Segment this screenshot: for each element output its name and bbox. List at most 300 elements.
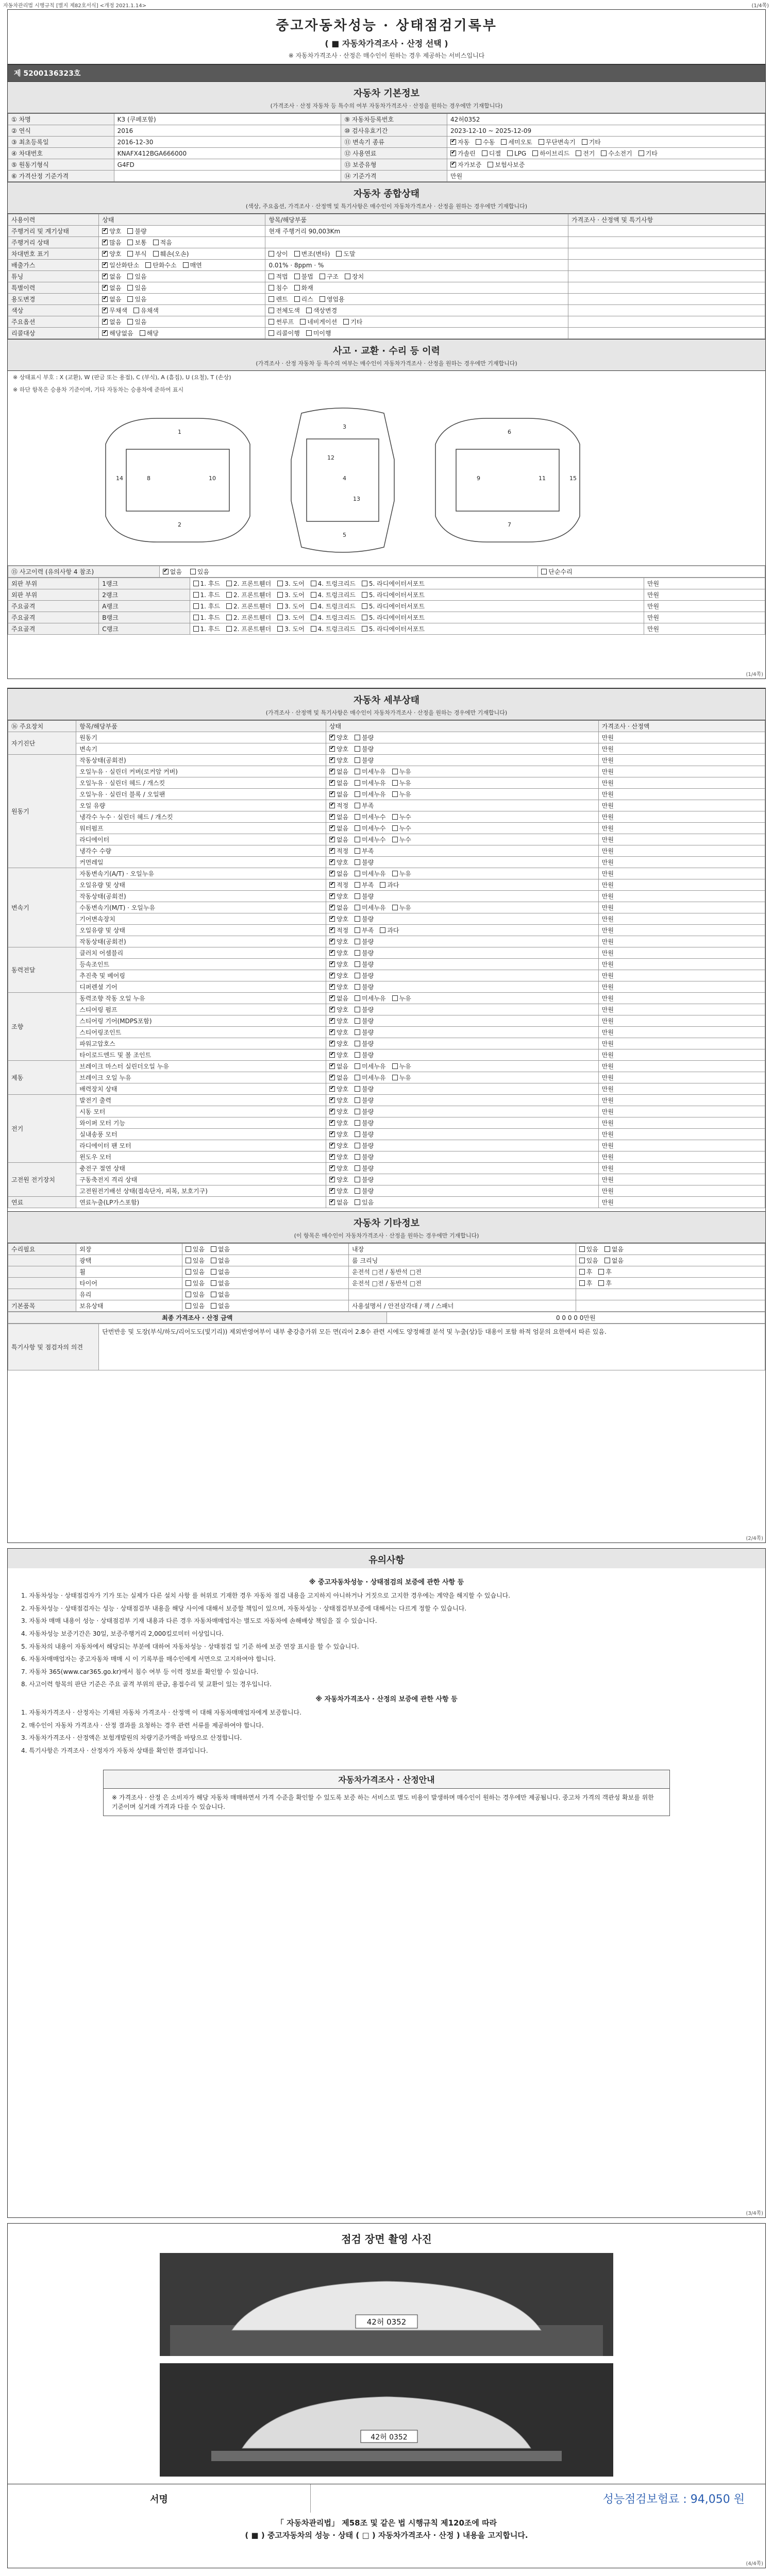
option-checkbox[interactable]: [329, 871, 335, 876]
page-3: [7, 1548, 766, 2218]
detail-group: 고전원 전기장치: [8, 1163, 76, 1197]
option-checkbox[interactable]: [329, 995, 335, 1001]
option-checkbox[interactable]: [268, 319, 274, 325]
option-checkbox[interactable]: [355, 939, 360, 944]
option-checkbox[interactable]: [355, 803, 360, 808]
option-checkbox[interactable]: [268, 296, 274, 302]
option-checkbox[interactable]: [476, 139, 481, 145]
option-checkbox[interactable]: [392, 780, 398, 786]
option-checkbox[interactable]: [320, 274, 325, 279]
option-checkbox[interactable]: [355, 769, 360, 774]
summary-price: [568, 328, 765, 339]
option-checkbox[interactable]: [329, 803, 335, 808]
page-2: [7, 688, 766, 1543]
option-checkbox[interactable]: [329, 1075, 335, 1080]
option-checkbox[interactable]: [294, 296, 300, 302]
option-checkbox[interactable]: [311, 626, 316, 632]
final-statement: [8, 2513, 765, 2546]
option-checkbox[interactable]: [311, 615, 316, 620]
option-checkbox[interactable]: [329, 1052, 335, 1058]
option-checkbox[interactable]: [355, 757, 360, 763]
option-checkbox[interactable]: [336, 251, 342, 257]
option-checkbox[interactable]: [362, 581, 367, 586]
option-checkbox[interactable]: [329, 1063, 335, 1069]
option-checkbox[interactable]: [268, 308, 274, 313]
option-checkbox[interactable]: [355, 973, 360, 978]
detail-state: [326, 1072, 598, 1083]
option-checkbox[interactable]: [329, 825, 335, 831]
option-checkbox[interactable]: [186, 1280, 191, 1286]
notice-item: 4. 특기사항은 가격조사 · 산정자가 자동차 상태를 확인한 결과입니다.: [21, 1747, 208, 1754]
option-checkbox[interactable]: [311, 581, 316, 586]
option-checkbox[interactable]: [355, 1199, 360, 1205]
option-checkbox[interactable]: [268, 274, 274, 279]
basic-field-value: K3 (쿠페포함): [114, 114, 341, 125]
detail-row: [8, 857, 765, 868]
option-checkbox[interactable]: [268, 330, 274, 336]
option-checkbox[interactable]: [355, 791, 360, 797]
option-checkbox[interactable]: [604, 1258, 610, 1263]
option-checkbox[interactable]: [355, 1052, 360, 1058]
option-checkbox[interactable]: [329, 893, 335, 899]
option-checkbox[interactable]: [355, 905, 360, 910]
grade-group: 주요골격: [8, 601, 99, 612]
option-checkbox[interactable]: [343, 319, 349, 325]
option-checkbox[interactable]: [355, 995, 360, 1001]
option-label: 양호: [336, 745, 349, 753]
option-checkbox[interactable]: [277, 615, 283, 620]
option-checkbox[interactable]: [392, 871, 398, 876]
option-checkbox[interactable]: [329, 961, 335, 967]
option-checkbox[interactable]: [306, 330, 312, 336]
option-checkbox[interactable]: [193, 626, 199, 632]
option-checkbox[interactable]: [579, 1246, 585, 1252]
option-checkbox[interactable]: [211, 1258, 216, 1263]
option-label: 불량: [362, 1120, 374, 1127]
option-checkbox[interactable]: [604, 1246, 610, 1252]
detail-item: 스티어링 펌프: [76, 1004, 326, 1015]
option-checkbox[interactable]: [211, 1303, 216, 1309]
other-state-2: [576, 1289, 765, 1300]
detail-price: 만원: [598, 1038, 765, 1049]
notice-item: 6. 자동차매매업자는 중고자동차 매매 시 이 기록부를 매수인에게 서면으로 고지하여야 합니다.: [21, 1655, 276, 1663]
option-checkbox[interactable]: [329, 757, 335, 763]
option-checkbox[interactable]: [539, 139, 544, 145]
detail-row: [8, 1140, 765, 1151]
option-checkbox[interactable]: [211, 1280, 216, 1286]
option-checkbox[interactable]: [380, 927, 385, 933]
option-checkbox[interactable]: [140, 330, 145, 336]
basic-field-label: ③ 최초등록일: [8, 137, 114, 148]
option-label: 5. 라디에이터서포트: [368, 591, 425, 599]
simple-repair-checkbox[interactable]: [541, 569, 547, 574]
option-checkbox[interactable]: [392, 837, 398, 842]
option-checkbox[interactable]: [579, 1269, 585, 1275]
summary-price: [568, 248, 765, 260]
summary-row: [8, 260, 765, 271]
option-label: 불량: [362, 1097, 374, 1104]
option-checkbox[interactable]: [102, 308, 108, 313]
option-checkbox[interactable]: [268, 251, 274, 257]
option-checkbox[interactable]: [329, 1007, 335, 1012]
option-checkbox[interactable]: [329, 1177, 335, 1182]
option-checkbox[interactable]: [345, 274, 350, 279]
option-checkbox[interactable]: [127, 228, 133, 234]
option-checkbox[interactable]: [311, 603, 316, 609]
option-label: 없음: [336, 814, 349, 821]
option-checkbox[interactable]: [294, 285, 300, 291]
option-checkbox[interactable]: [329, 1086, 335, 1092]
summary-label: 주행거리 및 계기상태: [8, 226, 99, 237]
option-checkbox[interactable]: [102, 285, 108, 291]
option-label: 무채색: [109, 307, 128, 314]
option-label: 있음: [192, 1246, 205, 1253]
option-checkbox[interactable]: [392, 995, 398, 1001]
option-checkbox[interactable]: [532, 150, 538, 156]
accident-none-checkbox[interactable]: [163, 569, 169, 574]
option-checkbox[interactable]: [355, 1007, 360, 1012]
detail-row: [8, 1015, 765, 1027]
option-checkbox[interactable]: [329, 780, 335, 786]
option-checkbox[interactable]: [329, 837, 335, 842]
option-label: 누유: [399, 779, 411, 787]
option-checkbox[interactable]: [329, 882, 335, 888]
option-label: 없음: [218, 1280, 230, 1287]
option-checkbox[interactable]: [355, 1177, 360, 1182]
option-checkbox[interactable]: [329, 939, 335, 944]
option-checkbox[interactable]: [450, 150, 456, 156]
option-checkbox[interactable]: [329, 1029, 335, 1035]
option-checkbox[interactable]: [306, 308, 312, 313]
option-checkbox[interactable]: [355, 950, 360, 956]
option-checkbox[interactable]: [355, 1018, 360, 1024]
option-checkbox[interactable]: [355, 1086, 360, 1092]
option-checkbox[interactable]: [355, 871, 360, 876]
option-checkbox[interactable]: [211, 1269, 216, 1275]
detail-price: 만원: [598, 1004, 765, 1015]
option-checkbox[interactable]: [482, 150, 488, 156]
page-number-4: (4/4쪽): [746, 2561, 763, 2567]
option-checkbox[interactable]: [355, 1041, 360, 1046]
grade-parts: [190, 578, 644, 589]
option-checkbox[interactable]: [579, 1258, 585, 1263]
option-checkbox[interactable]: [329, 916, 335, 922]
option-checkbox[interactable]: [392, 905, 398, 910]
detail-item: 오일유량 및 상태: [76, 925, 326, 936]
option-checkbox[interactable]: [329, 1109, 335, 1114]
option-checkbox[interactable]: [329, 859, 335, 865]
option-checkbox[interactable]: [355, 848, 360, 854]
other-state-2: [576, 1300, 765, 1312]
option-label: 부족: [362, 927, 374, 934]
option-checkbox[interactable]: [329, 1199, 335, 1205]
option-checkbox[interactable]: [329, 1041, 335, 1046]
option-checkbox[interactable]: [380, 882, 385, 888]
option-label: 썬루프: [276, 318, 294, 326]
option-checkbox[interactable]: [102, 262, 108, 268]
other-state-2: [576, 1278, 765, 1289]
option-checkbox[interactable]: [355, 1188, 360, 1194]
option-checkbox[interactable]: [355, 961, 360, 967]
option-label: 2. 프론트휀더: [233, 603, 272, 610]
option-checkbox[interactable]: [362, 626, 367, 632]
option-label: 양호: [336, 1018, 349, 1025]
summary-row: [8, 316, 765, 328]
option-checkbox[interactable]: [355, 1029, 360, 1035]
option-checkbox[interactable]: [392, 769, 398, 774]
option-label: 2. 프론트휀더: [233, 614, 272, 621]
option-checkbox[interactable]: [211, 1292, 216, 1297]
option-checkbox[interactable]: [329, 905, 335, 910]
option-checkbox[interactable]: [355, 837, 360, 842]
option-checkbox[interactable]: [153, 240, 159, 245]
svg-text:14: 14: [116, 475, 123, 482]
option-checkbox[interactable]: [193, 603, 199, 609]
final-line-2: ( ■ ) 중고자동차의 성능 · 상태 ( □ ) 자동차가격조사 · 산정 ) 내용을 고지합니다.: [245, 2531, 528, 2540]
option-checkbox[interactable]: [392, 791, 398, 797]
option-checkbox[interactable]: [355, 825, 360, 831]
option-checkbox[interactable]: [355, 1063, 360, 1069]
option-checkbox[interactable]: [329, 769, 335, 774]
option-checkbox[interactable]: [320, 296, 325, 302]
svg-text:6: 6: [508, 429, 511, 435]
option-checkbox[interactable]: [186, 1258, 191, 1263]
option-checkbox[interactable]: [329, 746, 335, 752]
total-price-label: 최종 가격조사 · 산정 금액: [8, 1312, 387, 1324]
option-checkbox[interactable]: [226, 615, 232, 620]
option-checkbox[interactable]: [392, 814, 398, 820]
option-checkbox[interactable]: [582, 139, 587, 145]
option-checkbox[interactable]: [311, 592, 316, 598]
option-checkbox[interactable]: [102, 296, 108, 302]
option-checkbox[interactable]: [186, 1303, 191, 1309]
grade-parts: [190, 612, 644, 623]
notice-item: 2. 매수인이 자동차 가격조사 · 산정 결과를 요청하는 경우 관련 서류를 제공하여야 합니다.: [21, 1721, 264, 1729]
basic-field-value: [447, 137, 765, 148]
option-checkbox[interactable]: [355, 814, 360, 820]
option-checkbox[interactable]: [102, 228, 108, 234]
option-label: 후: [606, 1268, 612, 1276]
option-checkbox[interactable]: [329, 848, 335, 854]
accident-yes-checkbox[interactable]: [190, 569, 196, 574]
detail-item: 오일누유 · 실린더 헤드 / 개스킷: [76, 777, 326, 789]
page-number-1: (1/4쪽): [746, 672, 763, 677]
detail-row: [8, 755, 765, 766]
detail-row: [8, 823, 765, 834]
option-label: 양호: [336, 1040, 349, 1047]
option-checkbox[interactable]: [355, 916, 360, 922]
other-state-2: [576, 1266, 765, 1278]
detail-price: 만원: [598, 811, 765, 823]
basic-field-label: ⑫ 사용연료: [341, 148, 447, 159]
option-checkbox[interactable]: [392, 825, 398, 831]
option-checkbox[interactable]: [102, 251, 108, 257]
option-checkbox[interactable]: [355, 1143, 360, 1148]
option-checkbox[interactable]: [329, 1188, 335, 1194]
option-checkbox[interactable]: [294, 274, 300, 279]
option-checkbox[interactable]: [362, 603, 367, 609]
option-checkbox[interactable]: [355, 859, 360, 865]
grade-label: B랭크: [99, 612, 190, 623]
detail-col-device: ⑯ 주요장치: [8, 721, 76, 732]
option-checkbox[interactable]: [329, 1097, 335, 1103]
option-checkbox[interactable]: [226, 592, 232, 598]
option-checkbox[interactable]: [329, 1165, 335, 1171]
option-checkbox[interactable]: [277, 592, 283, 598]
option-checkbox[interactable]: [598, 1280, 604, 1286]
option-label: 불량: [362, 1086, 374, 1093]
option-checkbox[interactable]: [329, 950, 335, 956]
option-checkbox[interactable]: [329, 1018, 335, 1024]
grade-label: 2랭크: [99, 589, 190, 601]
detail-row: [8, 1049, 765, 1061]
option-checkbox[interactable]: [300, 319, 306, 325]
option-checkbox[interactable]: [193, 592, 199, 598]
option-label: 미세누유: [362, 791, 386, 798]
detail-price: 만원: [598, 879, 765, 891]
option-checkbox[interactable]: [127, 319, 133, 325]
option-checkbox[interactable]: [277, 603, 283, 609]
svg-text:10: 10: [209, 475, 216, 482]
option-label: 없음: [109, 318, 122, 326]
option-label: 양호: [336, 950, 349, 957]
option-checkbox[interactable]: [102, 240, 108, 245]
option-checkbox[interactable]: [127, 274, 133, 279]
option-checkbox[interactable]: [329, 814, 335, 820]
option-checkbox[interactable]: [355, 882, 360, 888]
option-checkbox[interactable]: [127, 285, 133, 291]
option-checkbox[interactable]: [355, 746, 360, 752]
option-checkbox[interactable]: [102, 319, 108, 325]
summary-state: [99, 316, 265, 328]
option-label: 불량: [362, 1188, 374, 1195]
option-checkbox[interactable]: [355, 780, 360, 786]
option-checkbox[interactable]: [355, 927, 360, 933]
option-checkbox[interactable]: [294, 251, 300, 257]
option-checkbox[interactable]: [329, 1154, 335, 1160]
option-label: 없음: [218, 1291, 230, 1298]
detail-price: 만원: [598, 1049, 765, 1061]
notice-item: 4. 자동차성능 보증기간은 30일, 보증주행거리 2,000킬로미터 이상입니다.: [21, 1630, 224, 1637]
option-label: 양호: [336, 972, 349, 979]
option-checkbox[interactable]: [329, 984, 335, 990]
option-checkbox[interactable]: [226, 626, 232, 632]
car-damage-diagram: [8, 396, 765, 566]
option-checkbox[interactable]: [329, 927, 335, 933]
option-checkbox[interactable]: [355, 1097, 360, 1103]
option-checkbox[interactable]: [329, 791, 335, 797]
option-checkbox[interactable]: [638, 150, 644, 156]
option-checkbox[interactable]: [183, 262, 189, 268]
option-checkbox[interactable]: [226, 581, 232, 586]
option-checkbox[interactable]: [450, 139, 456, 145]
option-checkbox[interactable]: [133, 308, 139, 313]
grade-group: 주요골격: [8, 612, 99, 623]
accident-title: 사고 · 교환 · 수리 등 이력: [8, 339, 765, 359]
option-checkbox[interactable]: [362, 615, 367, 620]
option-checkbox[interactable]: [127, 296, 133, 302]
option-checkbox[interactable]: [392, 1063, 398, 1069]
option-checkbox[interactable]: [329, 1131, 335, 1137]
option-checkbox[interactable]: [355, 1120, 360, 1126]
option-checkbox[interactable]: [211, 1246, 216, 1252]
option-checkbox[interactable]: [507, 150, 513, 156]
option-checkbox[interactable]: [579, 1280, 585, 1286]
option-checkbox[interactable]: [576, 150, 581, 156]
car-outline-diagram: [85, 398, 600, 563]
option-checkbox[interactable]: [601, 150, 607, 156]
summary-price: [568, 271, 765, 282]
option-checkbox[interactable]: [362, 592, 367, 598]
detail-price: 만원: [598, 981, 765, 993]
option-label: 있음: [135, 318, 147, 326]
option-checkbox[interactable]: [153, 251, 159, 257]
detail-row: [8, 1197, 765, 1208]
accident-history-options: ✔ 없음 있음: [159, 566, 538, 578]
option-checkbox[interactable]: [355, 1154, 360, 1160]
option-checkbox[interactable]: [186, 1246, 191, 1252]
option-checkbox[interactable]: [193, 581, 199, 586]
option-checkbox[interactable]: [127, 251, 133, 257]
option-checkbox[interactable]: [355, 1165, 360, 1171]
option-checkbox[interactable]: [355, 984, 360, 990]
option-checkbox[interactable]: [186, 1292, 191, 1297]
option-checkbox[interactable]: [329, 735, 335, 740]
option-checkbox[interactable]: [329, 1120, 335, 1126]
option-checkbox[interactable]: [450, 162, 456, 167]
summary-state: [99, 237, 265, 248]
svg-text:42허 0352: 42허 0352: [366, 2317, 407, 2327]
option-checkbox[interactable]: [355, 1131, 360, 1137]
option-checkbox[interactable]: [193, 615, 199, 620]
detail-row: [8, 1117, 765, 1129]
option-checkbox[interactable]: [268, 285, 274, 291]
option-checkbox[interactable]: [186, 1269, 191, 1275]
option-checkbox[interactable]: [598, 1269, 604, 1275]
basic-info-row: [8, 125, 765, 137]
option-label: 불법: [301, 273, 313, 280]
option-checkbox[interactable]: [127, 240, 133, 245]
option-checkbox[interactable]: [355, 1075, 360, 1080]
option-checkbox[interactable]: [355, 1109, 360, 1114]
detail-state: [326, 811, 598, 823]
grade-price: 만원: [644, 601, 765, 612]
option-label: 누유: [399, 791, 411, 798]
option-checkbox[interactable]: [226, 603, 232, 609]
option-checkbox[interactable]: [277, 626, 283, 632]
option-checkbox[interactable]: [102, 274, 108, 279]
option-checkbox[interactable]: [329, 973, 335, 978]
option-label: 장치: [352, 273, 364, 280]
option-label: 누유: [399, 870, 411, 877]
option-checkbox[interactable]: [355, 735, 360, 740]
option-checkbox[interactable]: [145, 262, 151, 268]
option-label: 리스: [301, 296, 313, 303]
option-checkbox[interactable]: [392, 1075, 398, 1080]
other-state: [182, 1255, 348, 1266]
detail-state: [326, 925, 598, 936]
option-checkbox[interactable]: [277, 581, 283, 586]
inspector-note-table: [8, 1324, 765, 1370]
grade-label: C랭크: [99, 623, 190, 635]
option-label: 2. 프론트휀더: [233, 591, 272, 599]
option-checkbox[interactable]: [329, 1143, 335, 1148]
option-checkbox[interactable]: [501, 139, 507, 145]
option-label: 적정: [336, 927, 349, 934]
option-checkbox[interactable]: [355, 893, 360, 899]
option-checkbox[interactable]: [102, 330, 108, 336]
option-checkbox[interactable]: [488, 162, 493, 167]
